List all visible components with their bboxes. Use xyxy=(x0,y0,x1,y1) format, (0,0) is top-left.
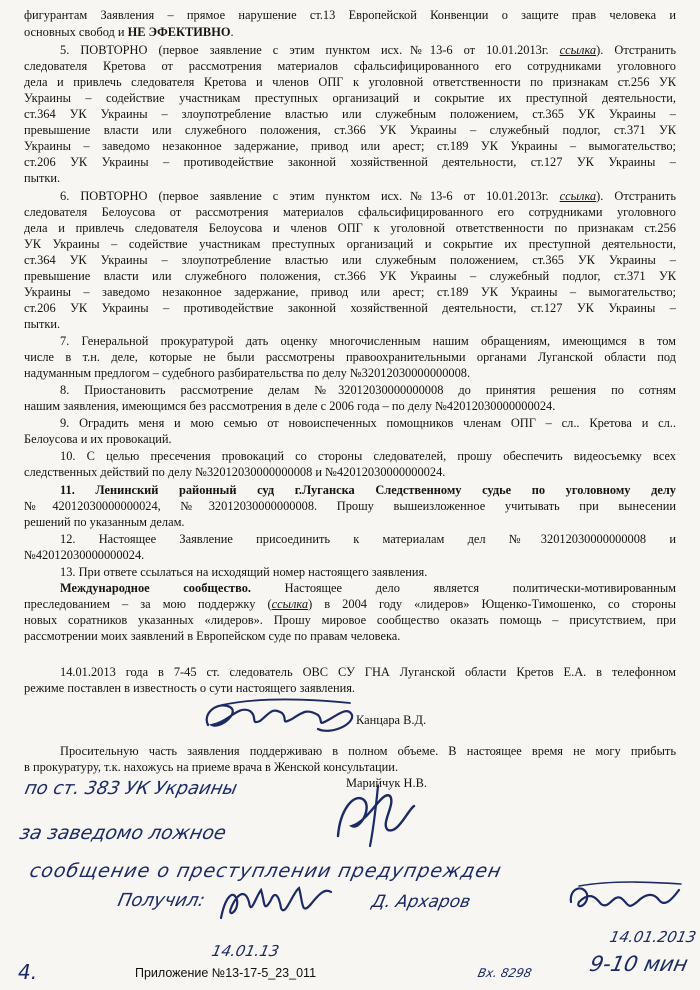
handwritten-line-2: за заведомо ложное xyxy=(17,822,229,844)
doc-line: 12. Настоящее Заявление присоединить к материалам дел №32012030000000008 и xyxy=(60,532,676,546)
doc-line: Украины – содействие участникам преступных организаций и сокрытие их преступной деятельности, xyxy=(24,91,676,105)
doc-line: следственных действий по делу №32012030000000008 и №42012030000000024. xyxy=(24,465,446,479)
doc-line: превышение власти или служебного положения, ст.366 УК Украины – служебный подлог, ст.371 УК xyxy=(24,269,676,283)
doc-line: 7. Генеральной прокуратурой дать оценку многочисленным нашим обращениям, имеющимся в том xyxy=(60,334,676,348)
doc-line: основных свобод и НЕ ЭФЕКТИВНО. xyxy=(24,25,234,39)
emphasis-text: Международное сообщество. xyxy=(60,581,251,595)
doc-line: надуманным предлогом – судебного разбирательства по делу №32012030000000008. xyxy=(24,366,471,380)
reference-link[interactable]: ссылка xyxy=(559,43,597,57)
doc-line: 13. При ответе ссылаться на исходящий номер настоящего заявления. xyxy=(60,565,428,579)
incoming-stamp: Вх. 8298 xyxy=(476,966,534,980)
signer-name-mariychuk: Марийчук Н.В. xyxy=(346,776,427,790)
doc-line: режиме поставлен в известность о сути настоящего заявления. xyxy=(24,681,356,695)
emphasis-text: НЕ ЭФЕКТИВНО xyxy=(127,25,231,39)
doc-line: Просительную часть заявления поддерживаю в полном объеме. В настоящее время не могу прибыть xyxy=(60,744,676,758)
doc-line: пытки. xyxy=(24,317,61,331)
doc-line: Международное сообщество. Настоящее дело является политически-мотивированным xyxy=(60,581,676,595)
signature-mariychuk xyxy=(330,780,420,850)
handwritten-line-1: по ст. 383 УК Украины xyxy=(22,778,240,799)
signature-receiver xyxy=(215,878,335,928)
handwritten-received: Получил: xyxy=(115,890,207,911)
doc-line: рассмотрении моих заявлений в Европейском суде по правам человека. xyxy=(24,629,401,643)
doc-line: преследованием – за мою поддержку (ссылка) в 2004 году «лидеров» Ющенко-Тимошенко, со стороны xyxy=(24,597,676,611)
doc-line: следователя Кретова от рассмотрения материалов сфальсифицированного его сотрудниками уголовного xyxy=(24,59,676,73)
signature-kantsara xyxy=(200,695,360,740)
handwritten-date-left: 14.01.13 xyxy=(210,942,281,960)
doc-line: нашим заявления, имеющимся без рассмотрения в деле с 2006 года – по делу №42012030000000024. xyxy=(24,399,556,413)
doc-line: превышение власти или служебного положения, ст.366 УК Украины – служебный подлог, ст.371 УК xyxy=(24,123,676,137)
doc-line: 14.01.2013 года в 7-45 ст. следователь ОВС СУ ГНА Луганской области Кретов Е.А. в телефонном xyxy=(60,665,676,679)
handwritten-receiver-name: Д. Архаров xyxy=(369,892,473,912)
doc-line: 6. ПОВТОРНО (первое заявление с этим пунктом исх.№13-6 от 10.01.2013г. ссылка). Отстранить xyxy=(60,189,676,203)
doc-line: дела и привлечь следователя Белоусова и членов ОПГ к уголовной ответственности по признакам ст.256 xyxy=(24,221,676,235)
handwritten-date-right: 14.01.2013 xyxy=(608,928,698,946)
doc-line: следователя Белоусова от рассмотрения материалов сфальсифицированного его сотрудниками уголовного xyxy=(24,205,676,219)
doc-line: ст.364 УК Украины – злоупотребление властью или служебным положением, ст.365 УК Украины – xyxy=(24,253,676,267)
doc-line: Украины – заведомо незаконное задержание, привод или арест; ст.189 УК Украины – вымогательство; xyxy=(24,285,676,299)
signature-receiver-right xyxy=(565,880,685,920)
doc-line: Белоусова и их провокаций. xyxy=(24,432,172,446)
doc-line: ст.364 УК Украины – злоупотребление властью или служебным положением, ст.365 УК Украины – xyxy=(24,107,676,121)
doc-line: №42012030000000024. xyxy=(24,548,145,562)
doc-line: 10. С целью пресечения провокаций со стороны следователей, прошу обеспечить видеосъемку всех xyxy=(60,449,676,463)
doc-line: УК Украины – содействие участникам преступных организаций и сокрытие их преступной деятельности, xyxy=(24,237,676,251)
doc-line: №42012030000000024, №32012030000000008. Прошу вышеизложенное учитывать при вынесении xyxy=(24,499,676,513)
reference-link[interactable]: ссылка xyxy=(559,189,597,203)
attachment-caption: Приложение №13-17-5_23_011 xyxy=(135,966,317,980)
doc-line: числе в т.н. деле, которые не были рассмотрены правоохранительными органами Луганской области под xyxy=(24,350,676,364)
handwritten-time: 9-10 мин xyxy=(587,952,691,976)
reference-link[interactable]: ссылка xyxy=(271,597,309,611)
doc-line: 11. Ленинский районный суд г.Луганска Следственному судье по уголовному делу xyxy=(60,483,676,497)
doc-line: в прокуратуру, т.к. нахожусь на приеме врача в Женской консультации. xyxy=(24,760,399,774)
doc-line: Украины – заведомо незаконное задержание, привод или арест; ст.189 УК Украины – вымогательство; xyxy=(24,139,676,153)
doc-line: 9. Оградить меня и мою семью от новоиспеченных помощников членам ОПГ – сл.. Кретова и сл.. xyxy=(60,416,676,430)
signer-name-kantsara: Канцара В.Д. xyxy=(356,713,427,727)
doc-line: ст.206 УК Украины – противодействие законной хозяйственной деятельности, ст.127 УК Украины – xyxy=(24,155,676,169)
doc-line: 8. Приостановить рассмотрение делам №32012030000000008 до принятия решения по сотням xyxy=(60,383,676,397)
doc-line: пытки. xyxy=(24,171,61,185)
doc-line: новых соратников указанных «лидеров». Прошу мировое сообщество оказать помощь – присутствием, при xyxy=(24,613,676,627)
doc-line: 5. ПОВТОРНО (первое заявление с этим пунктом исх.№13-6 от 10.01.2013г. ссылка). Отстранить xyxy=(60,43,676,57)
doc-line: фигурантам Заявления – прямое нарушение ст.13 Европейской Конвенции о защите прав человека и xyxy=(24,8,676,22)
doc-line: ст.206 УК Украины – противодействие законной хозяйственной деятельности, ст.127 УК Украины – xyxy=(24,301,676,315)
page-number: 4. xyxy=(18,960,38,984)
doc-line: дела и привлечь следователя Кретова и членов ОПГ к уголовной ответственности по признакам ст.256 УК xyxy=(24,75,676,89)
doc-line: решений по указанным делам. xyxy=(24,515,185,529)
handwritten-line-3: сообщение о преступлении предупрежден xyxy=(27,860,504,882)
